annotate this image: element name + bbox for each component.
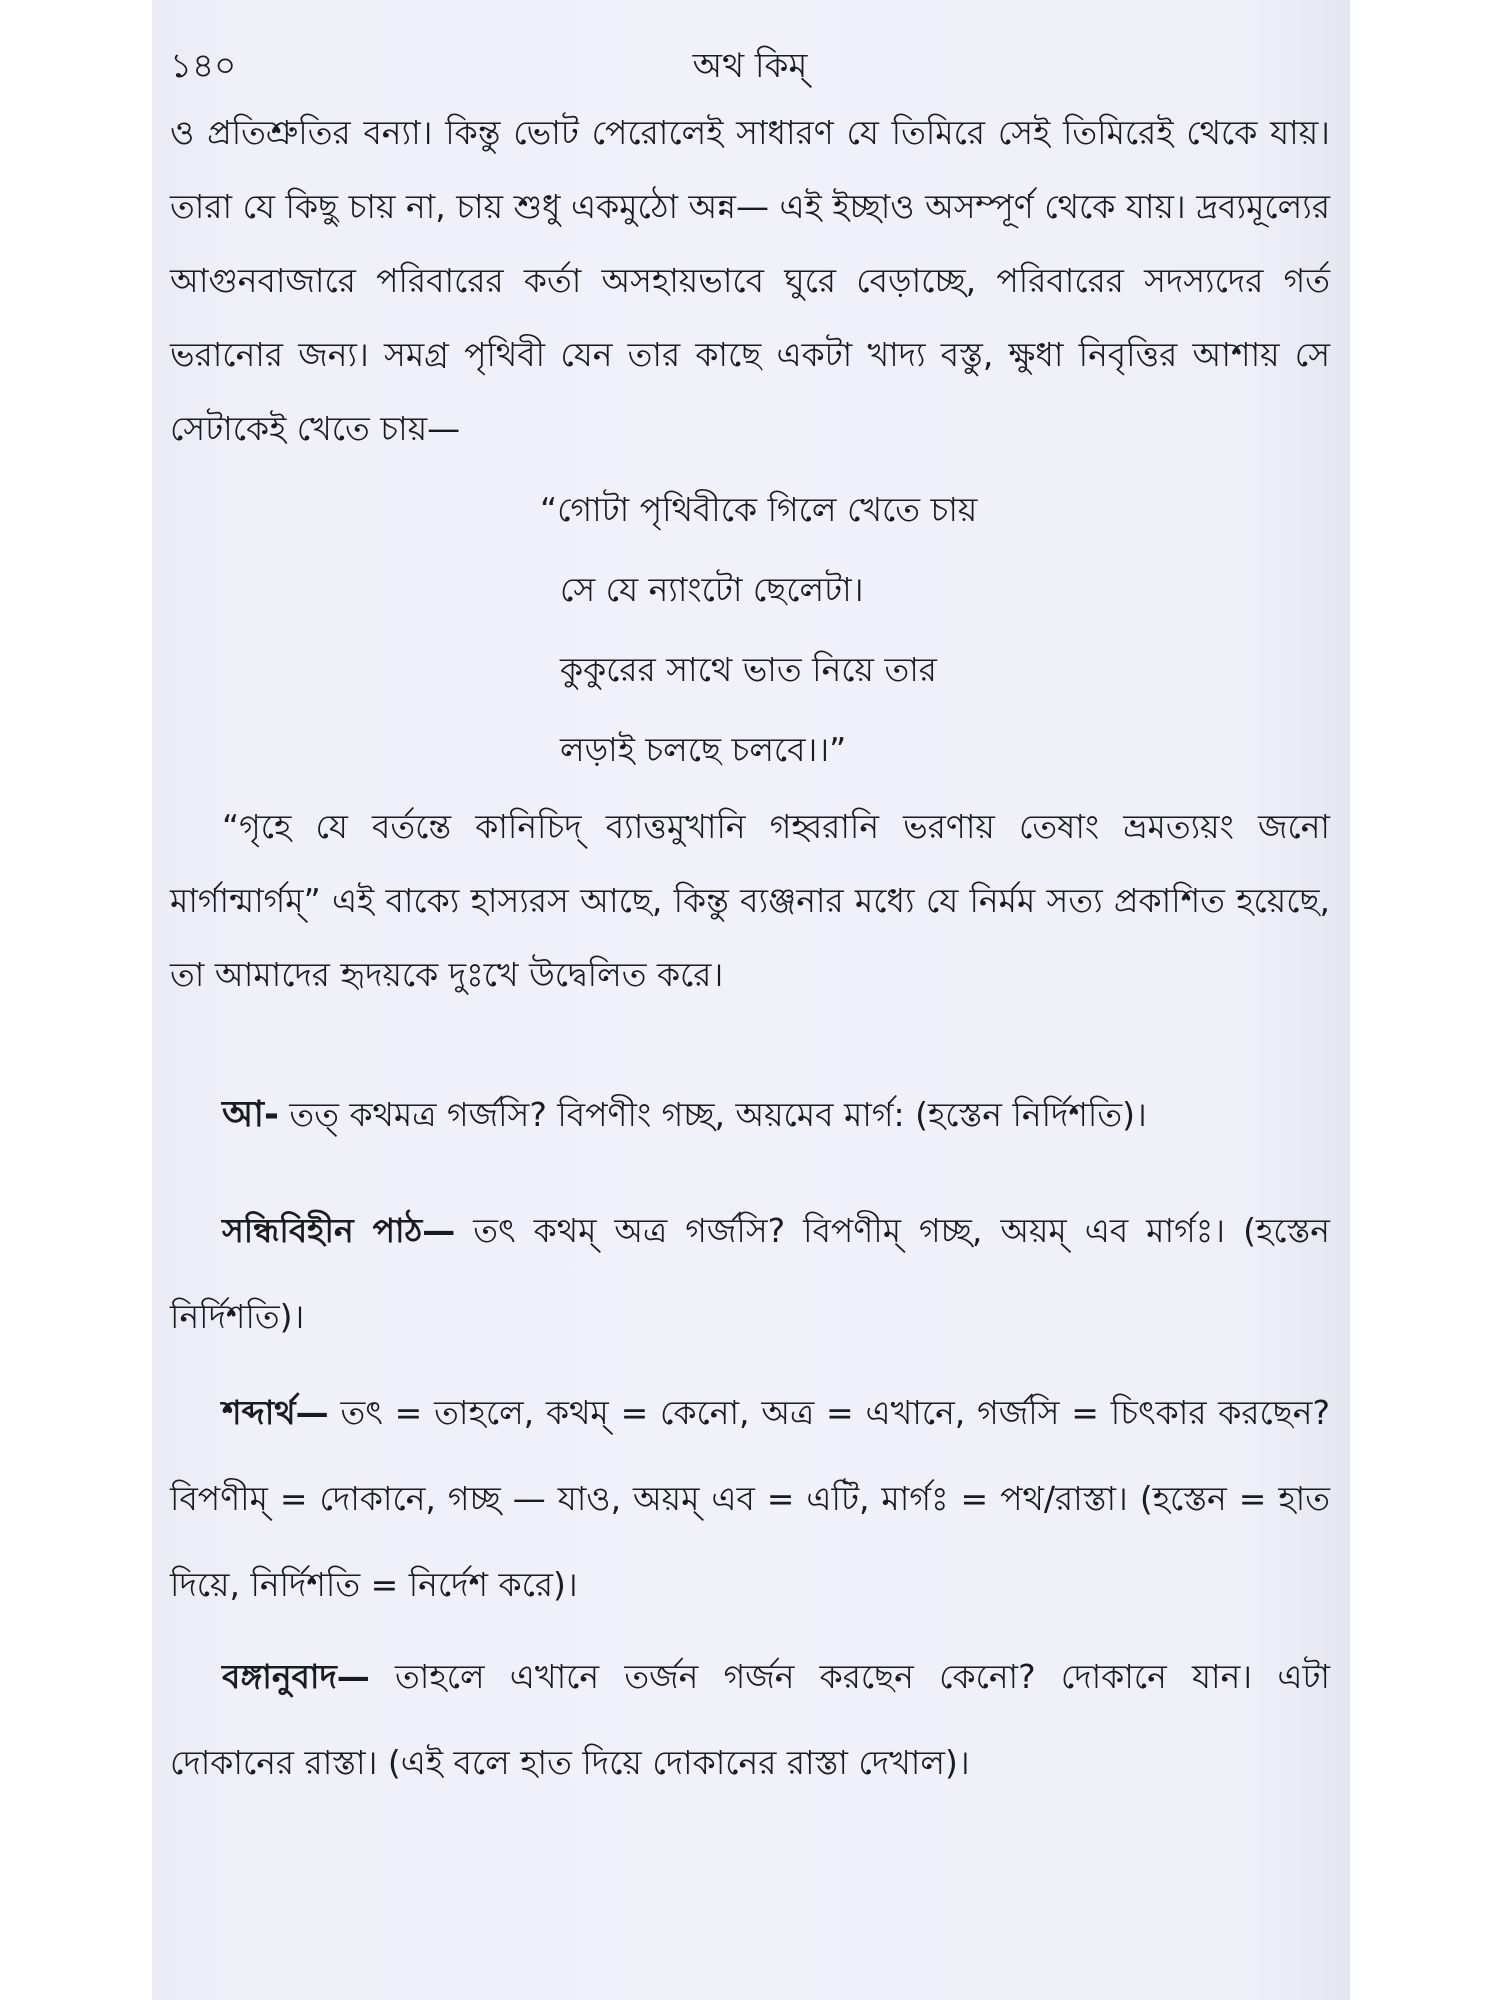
- paragraph-2: “গৃহে যে বর্তন্তে কানিচিদ্ ব্যাত্তমুখানি গহ্বরানি ভরণায় তেষাং ভ্রমত্যয়ং জনো মার্গান্মার্গম্” এই বাক্যে হাস্যরস আছে, কিন্তু ব্যঞ্জনার মধ্যে যে নির্মম সত্য প্রকাশিত হয়েছে, তা আমাদের হৃদয়কে দুঃখে উদ্বেলিত করে।: [170, 807, 1330, 994]
- sandhi-section: [170, 1188, 1330, 1360]
- dialogue-line: [170, 1072, 1330, 1158]
- speaker-label: আ-: [222, 1094, 279, 1135]
- translation-label: বঙ্গানুবাদ—: [222, 1657, 370, 1696]
- verse-line-2: সে যে ন্যাংটো ছেলেটা।: [560, 570, 864, 609]
- sandhi-label: সন্ধিবিহীন পাঠ—: [222, 1211, 456, 1250]
- verse-line-3: কুকুরের সাথে ভাত নিয়ে তার: [560, 650, 937, 689]
- verse-line-1: “গোটা পৃথিবীকে গিলে খেতে চায়: [540, 490, 978, 529]
- verse-block: [170, 470, 1330, 790]
- running-title: অথ কিম্: [692, 46, 808, 86]
- translation-text: তাহলে এখানে তর্জন গর্জন করছেন কেনো? দোকানে যান। এটা দোকানের রাস্তা। (এই বলে হাত দিয়ে দোকানের রাস্তা দেখাল)।: [170, 1657, 1330, 1782]
- word-meaning-section: [170, 1370, 1330, 1628]
- paragraph-1: ও প্রতিশ্রুতির বন্যা। কিন্তু ভোট পেরোলেই সাধারণ যে তিমিরে সেই তিমিরেই থেকে যায়। তারা যে কিছু চায় না, চায় শুধু একমুঠো অন্ন— এই ইচ্ছাও অসম্পূর্ণ থেকে যায়। দ্রব্যমূল্যের আগুনবাজারে পরিবারের কর্তা অসহায়ভাবে ঘুরে বেড়াচ্ছে, পরিবারের সদস্যদের গর্ত ভরানোর জন্য। সমগ্র পৃথিবী যেন তার কাছে একটা খাদ্য বস্তু, ক্ষুধা নিবৃত্তির আশায় সে সেটাকেই খেতে চায়—: [170, 113, 1330, 448]
- dialogue-text: তত্ কথমত্র গর্জসি? বিপণীং গচ্ছ, অয়মেব মার্গ: (হস্তেন নির্দিশতি)।: [278, 1095, 1147, 1134]
- word-meaning-text: তৎ = তাহলে, কথম্ = কেনো, অত্র = এখানে, গর্জসি = চিৎকার করছেন? বিপণীম্ = দোকানে, গচ্ছ — যাও, অয়ম্ এব = এটি, মার্গঃ = পথ/রাস্তা। (হস্তেন = হাত দিয়ে, নির্দিশতি = নির্দেশ করে)।: [170, 1393, 1330, 1604]
- page-header: [170, 30, 1330, 90]
- verse-line-4: লড়াই চলছে চলবে।।”: [560, 730, 847, 769]
- translation-section: [170, 1634, 1330, 1806]
- page-content: [170, 30, 1330, 1990]
- word-meaning-label: শব্দার্থ—: [222, 1393, 329, 1432]
- page-number: ১৪০: [170, 46, 237, 86]
- sandhi-text: তৎ কথম্ অত্র গর্জসি? বিপণীম্ গচ্ছ, অয়ম্ এব মার্গঃ। (হস্তেন নির্দিশতি)।: [170, 1211, 1330, 1336]
